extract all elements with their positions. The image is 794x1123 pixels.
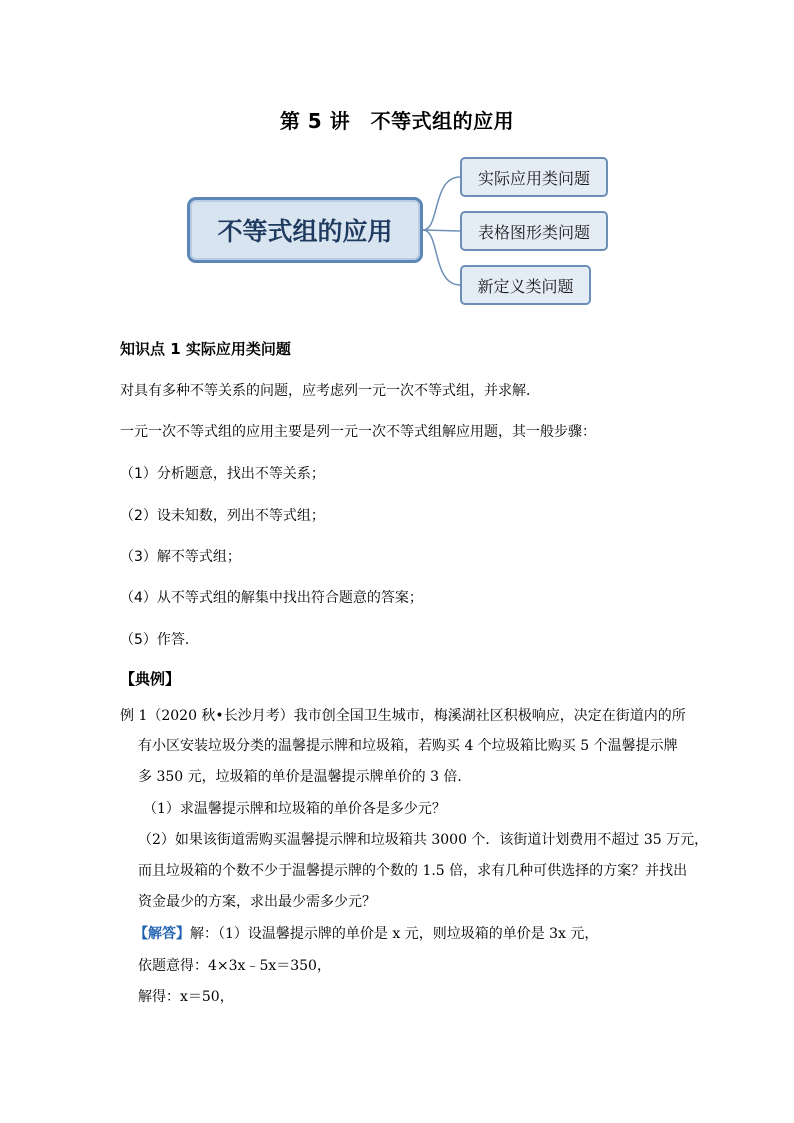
step-item: （1）分析题意，找出不等关系； — [120, 466, 325, 482]
mindmap-central-node: 不等式组的应用 — [187, 197, 423, 263]
example-line: （2）如果该街道需购买温馨提示牌和垃圾箱共 3000 个．该街道计划费用不超过 35 万元， — [138, 832, 709, 848]
mindmap-branch-new-definition: 新定义类问题 — [460, 265, 591, 305]
answer-tag: 【解答】 — [134, 926, 190, 942]
mindmap-branch-table-figure: 表格图形类问题 — [460, 211, 608, 251]
connector-to-branch-1 — [423, 177, 460, 230]
example-line: 例 1（2020 秋•长沙月考）我市创全国卫生城市，梅溪湖社区积极响应，决定在街道内的所 — [120, 708, 686, 724]
answer-line: 解得：x＝50， — [138, 989, 234, 1005]
example-line: 而且垃圾箱的个数不少于温馨提示牌的个数的 1.5 倍，求有几种可供选择的方案？并找出 — [138, 863, 688, 879]
intro-text: 对具有多种不等关系的问题，应考虑列一元一次不等式组，并求解． — [120, 383, 540, 399]
step-item: （5）作答． — [120, 632, 199, 648]
connector-to-branch-2 — [423, 230, 460, 231]
steps-intro-text: 一元一次不等式组的应用主要是列一元一次不等式组解应用题，其一般步骤： — [120, 424, 596, 440]
step-item: （3）解不等式组； — [120, 549, 241, 565]
answer-line — [134, 924, 598, 944]
page-title: 第 5 讲 不等式组的应用 — [279, 109, 515, 133]
mindmap-connectors — [0, 0, 794, 320]
example-line: 资金最少的方案，求出最少需多少元？ — [138, 894, 376, 910]
example-line: 有小区安装垃圾分类的温馨提示牌和垃圾箱，若购买 4 个垃圾箱比购买 5 个温馨提示牌 — [138, 738, 678, 754]
mindmap-branch-practical: 实际应用类问题 — [460, 157, 608, 197]
example-line: 多 350 元，垃圾箱的单价是温馨提示牌单价的 3 倍． — [138, 769, 472, 785]
example-tag: 【典例】 — [120, 670, 181, 688]
answer-text: 解：（1）设温馨提示牌的单价是 x 元，则垃圾箱的单价是 3x 元， — [190, 926, 599, 942]
step-item: （4）从不等式组的解集中找出符合题意的答案； — [120, 590, 423, 606]
step-item: （2）设未知数，列出不等式组； — [120, 508, 325, 524]
section-heading: 知识点 1 实际应用类问题 — [120, 340, 291, 358]
example-line: （1）求温馨提示牌和垃圾箱的单价各是多少元？ — [143, 801, 446, 817]
connector-to-branch-3 — [423, 230, 460, 285]
answer-line: 依题意得：4×3x﹣5x＝350， — [138, 958, 331, 974]
